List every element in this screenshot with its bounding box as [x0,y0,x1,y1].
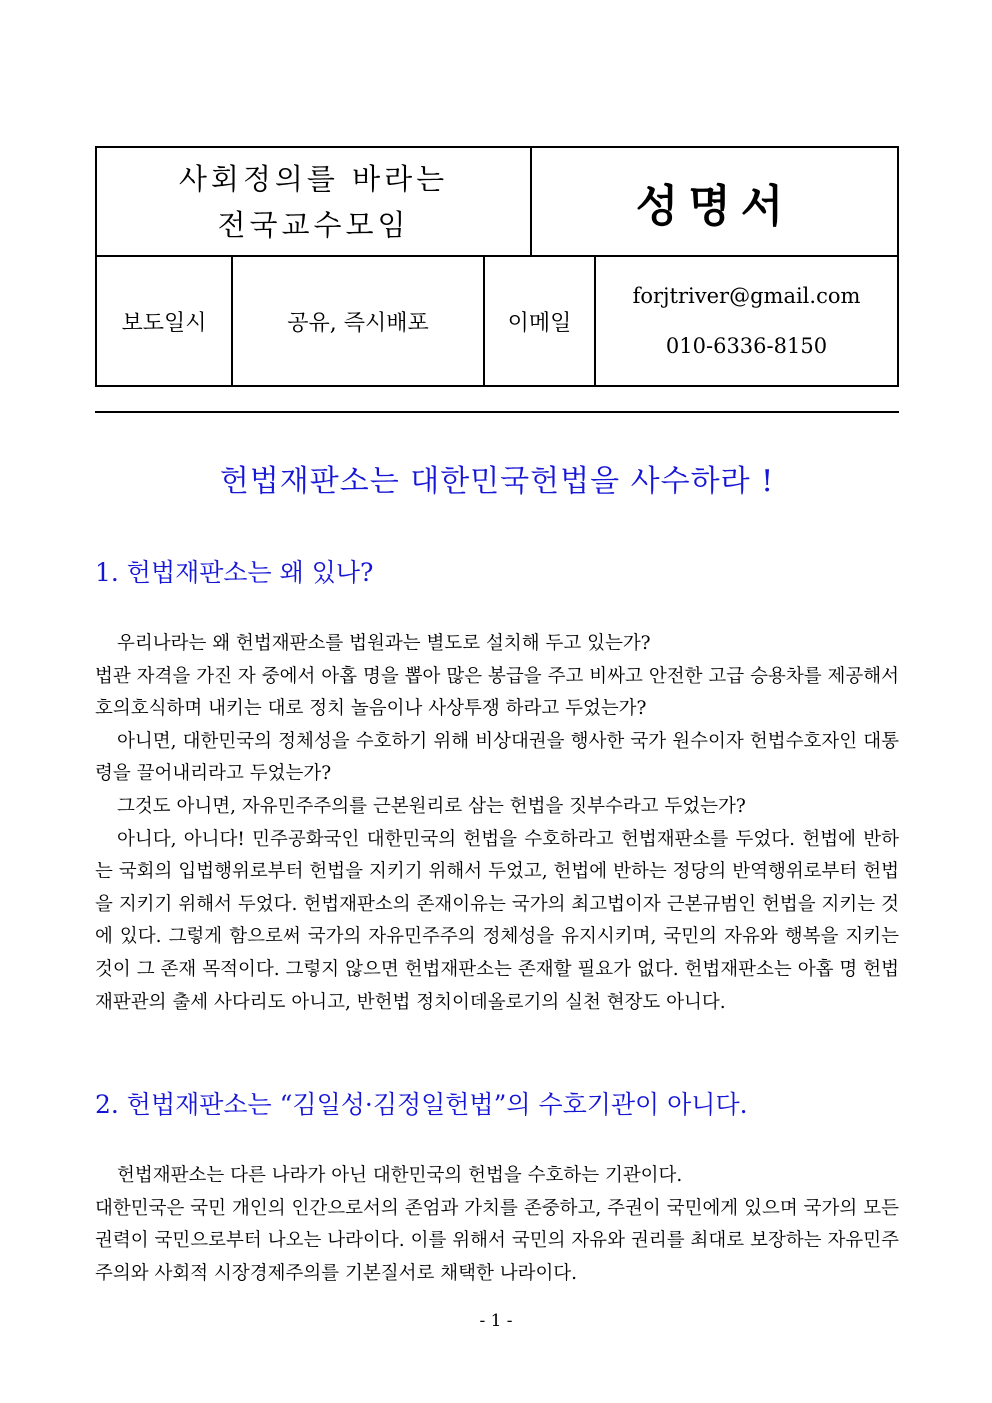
paragraph: 헌법재판소는 다른 나라가 아닌 대한민국의 헌법을 수호하는 기관이다. [117,1165,683,1186]
divider-line [95,411,899,413]
release-value: 공유, 즉시배포 [287,310,429,336]
document-type: 성명서 [635,180,794,232]
document-title: 헌법재판소는 대한민국헌법을 사수하라 ! [219,464,775,499]
paragraph: 대한민국은 국민 개인의 인간으로서의 존엄과 가치를 존중하고, 주권이 국민에게 있으며 국가의 모든 권력이 국민으로부터 나오는 나라이다. 이를 위해서 국민의 자유와 권리를 최대로 보장하는 자유민주주의와 사회적 시장경제주의를 기본질서로 채택한 나라이다. [95,1197,899,1284]
organization-name-line1: 사회정의를 바라는 [178,161,449,196]
section-heading-2: 2. 헌법재판소는 “김일성·김정일헌법”의 수호기관이 아니다. [95,1090,748,1119]
document-type-cell [532,148,897,255]
section-2-body [95,1160,899,1290]
phone-number: 010-6336-8150 [665,334,828,358]
organization-cell [97,148,532,255]
section-heading-1: 1. 헌법재판소는 왜 있나? [95,558,374,587]
organization-name-line2: 전국교수모임 [217,207,410,242]
release-label-cell [97,257,233,385]
email-label-cell [485,257,596,385]
paragraph: 그것도 아니면, 자유민주주의를 근본원리로 삼는 헌법을 짓부수라고 두었는가? [117,795,746,817]
email-address: forjtriver@gmail.com [632,284,861,308]
paragraph: 아니다, 아니다! 민주공화국인 대한민국의 헌법을 수호하라고 헌법재판소를 두었다. 헌법에 반하는 국회의 입법행위로부터 헌법을 지키기 위해서 두었고, 헌법에 반하는 정당의 반역행위로부터 헌법을 지키기 위해서 두었다. 헌법재판소의 존재이유는 국가의 최고법이자 근본규범인 헌법을 지키는 것에 있다. 그렇게 함으로써 국가의 자유민주주의 정체성을 유지시키며, 국민의 자유와 행복을 지키는 것이 그 존재 목적이다. 그렇지 않으면 헌법재판소는 존재할 필요가 없다. 헌법재판소는 아홉 명 헌법재판관의 출세 사다리도 아니고, 반헌법 정치이데올로기의 실천 현장도 아니다. [95,828,899,1013]
header-top-row [97,148,897,257]
paragraph: 아니면, 대한민국의 정체성을 수호하기 위해 비상대권을 행사한 국가 원수이자 헌법수호자인 대통령을 끌어내리라고 두었는가? [95,730,899,785]
page-number: - 1 - [479,1311,513,1331]
header-info-row [97,257,897,385]
contact-cell [596,257,897,385]
header-table [95,146,899,387]
email-label: 이메일 [507,310,572,336]
paragraph: 우리나라는 왜 헌법재판소를 법원과는 별도로 설치해 두고 있는가? [117,633,651,654]
paragraph: 법관 자격을 가진 자 중에서 아홉 명을 뽑아 많은 봉급을 주고 비싸고 안전한 고급 승용차를 제공해서 호의호식하며 내키는 대로 정치 놀음이나 사상투쟁 하라고 두었는가? [95,665,899,720]
release-value-cell [233,257,485,385]
section-1-body [95,628,899,1019]
release-label: 보도일시 [121,310,207,336]
